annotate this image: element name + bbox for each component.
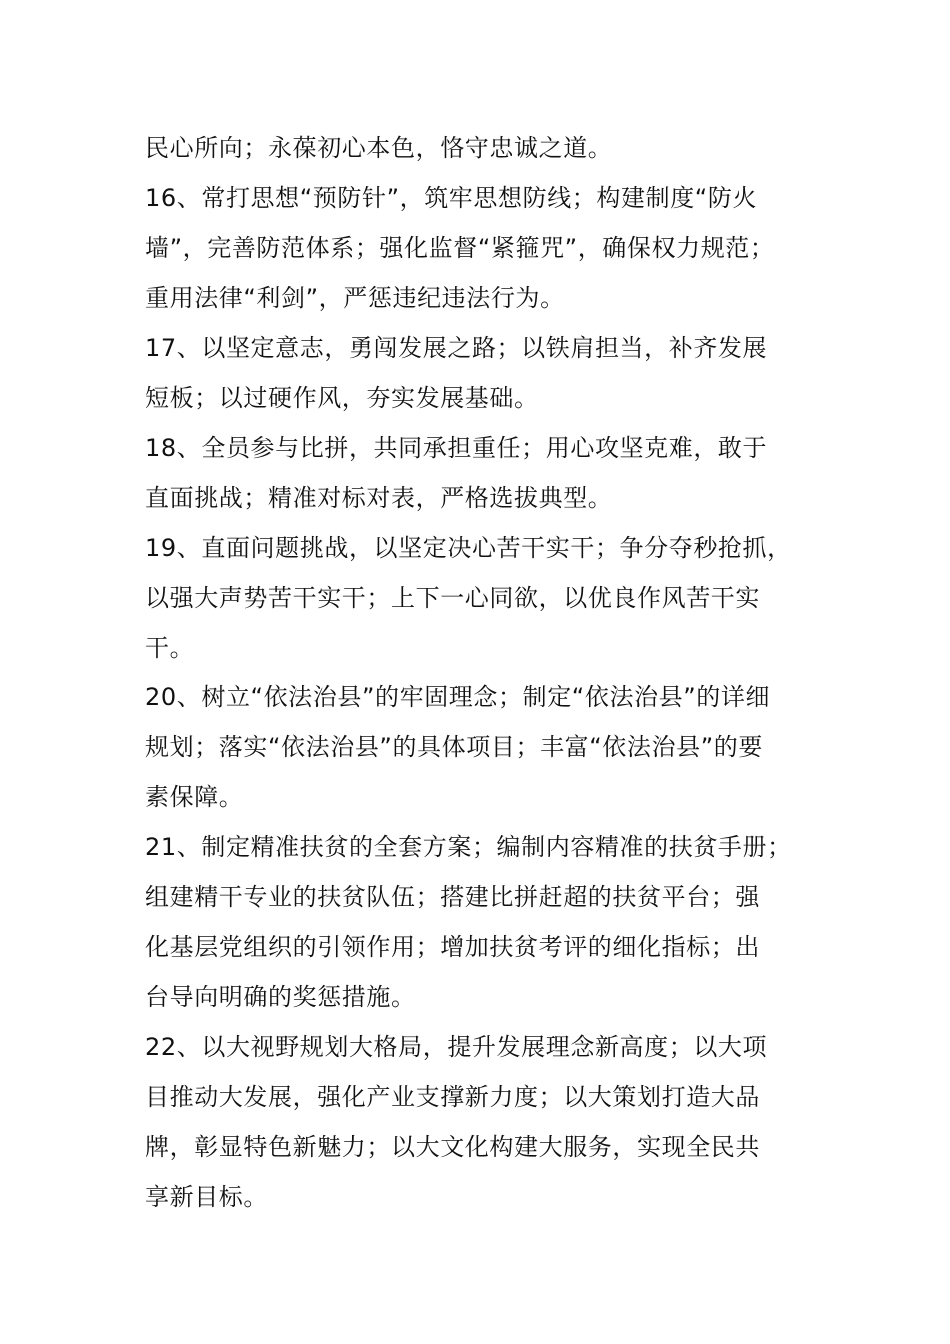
text-line: 干。 — [145, 634, 195, 662]
text-line: 短板；以过硬作风，夯实发展基础。 — [145, 384, 539, 412]
text-line: 18、全员参与比拼，共同承担重任；用心攻坚克难，敢于 — [145, 434, 768, 462]
text-line: 22、以大视野规划大格局，提升发展理念新高度；以大项 — [145, 1033, 768, 1061]
text-line: 重用法律“利剑”，严惩违纪违法行为。 — [145, 284, 565, 312]
text-line: 台导向明确的奖惩措施。 — [145, 983, 416, 1011]
text-line: 规划；落实“依法治县”的具体项目；丰富“依法治县”的要 — [145, 733, 763, 761]
text-line: 牌，彰显特色新魅力；以大文化构建大服务，实现全民共 — [145, 1133, 760, 1161]
text-line: 素保障。 — [145, 783, 244, 811]
text-line: 化基层党组织的引领作用；增加扶贫考评的细化指标；出 — [145, 933, 760, 961]
text-line: 16、常打思想“预防针”，筑牢思想防线；构建制度“防火 — [145, 184, 758, 212]
text-line: 享新目标。 — [145, 1183, 268, 1211]
text-line: 直面挑战；精准对标对表，严格选拔典型。 — [145, 484, 613, 512]
text-line: 目推动大发展，强化产业支撑新力度；以大策划打造大品 — [145, 1083, 760, 1111]
text-line: 墙”，完善防范体系；强化监督“紧箍咒”，确保权力规范； — [145, 234, 775, 262]
text-line: 以强大声势苦干实干；上下一心同欲，以优良作风苦干实 — [145, 584, 760, 612]
text-line: 组建精干专业的扶贫队伍；搭建比拼赶超的扶贫平台；强 — [145, 883, 760, 911]
text-line: 17、以坚定意志，勇闯发展之路；以铁肩担当，补齐发展 — [145, 334, 768, 362]
text-line: 21、制定精准扶贫的全套方案；编制内容精准的扶贫手册； — [145, 833, 792, 861]
text-line: 19、直面问题挑战，以坚定决心苦干实干；争分夺秒抢抓， — [145, 534, 792, 562]
text-line: 20、树立“依法治县”的牢固理念；制定“依法治县”的详细 — [145, 683, 771, 711]
text-line: 民心所向；永葆初心本色，恪守忠诚之道。 — [145, 134, 613, 162]
